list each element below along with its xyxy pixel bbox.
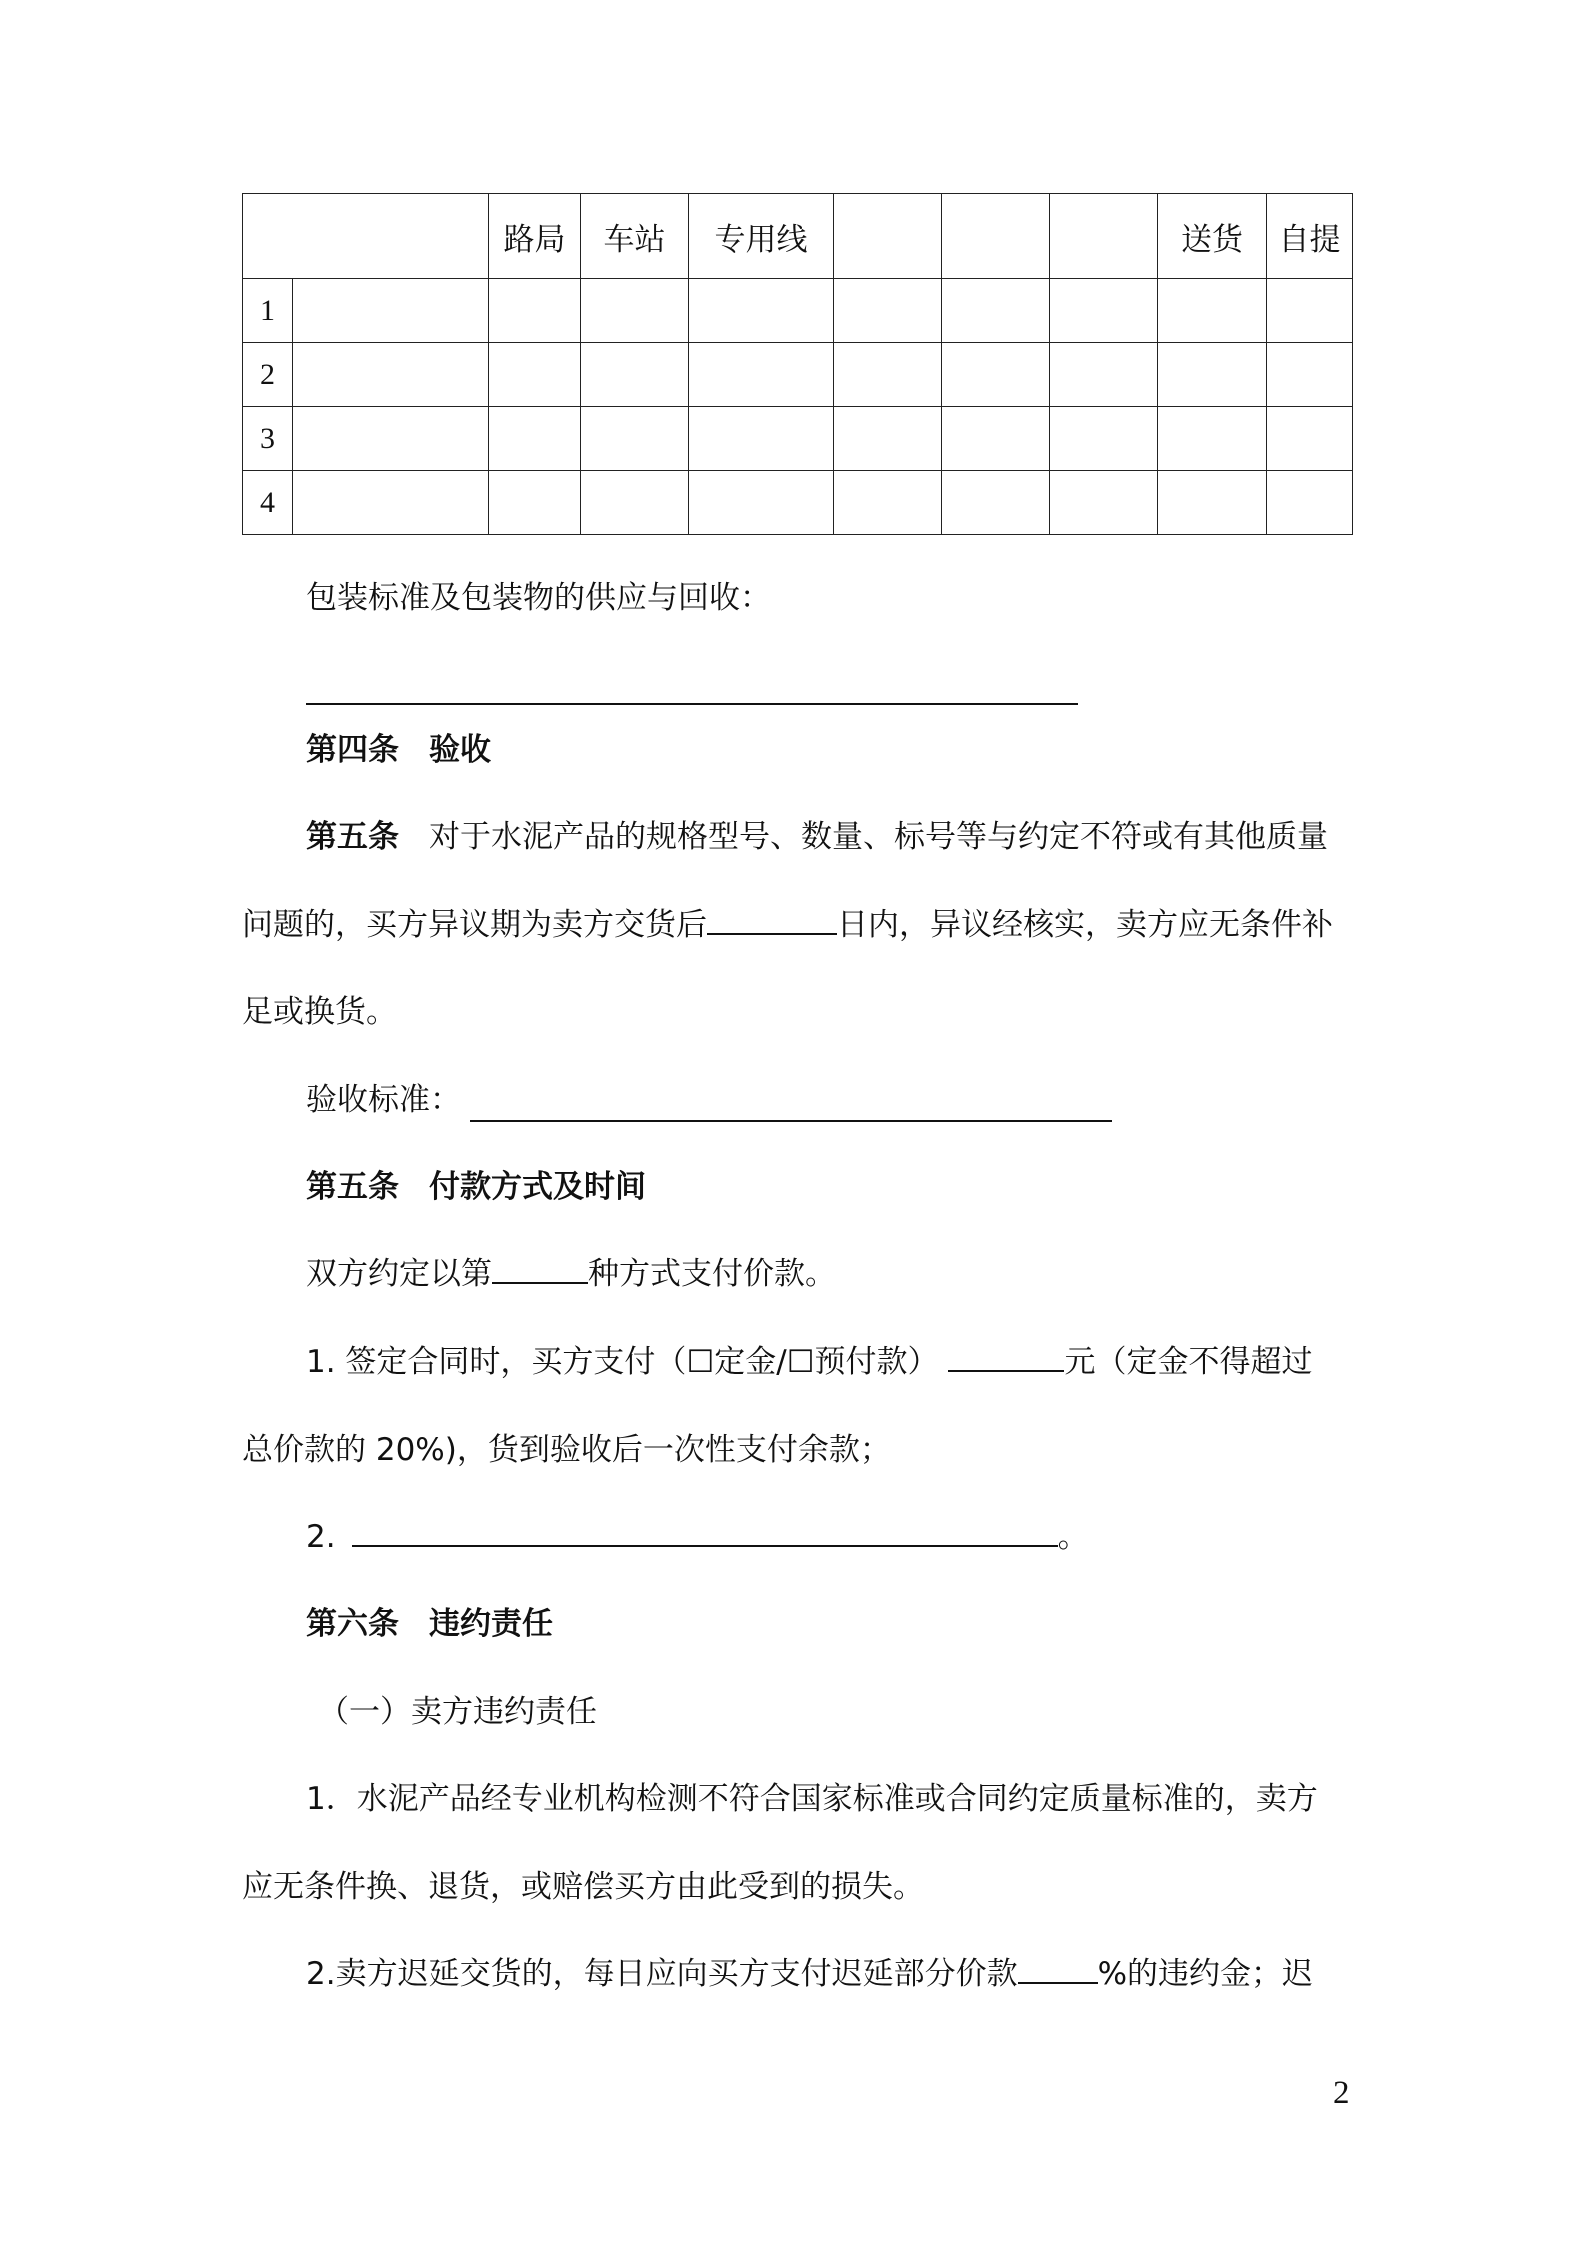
payment-item-1: 1. 签定合同时，买方支付（☐定金/☐预付款） 元（定金不得超过 [306, 1344, 1313, 1380]
payment-method-line: 双方约定以第 种方式支付价款。 [306, 1256, 836, 1292]
article-4-heading [306, 730, 491, 770]
table-header-cell [834, 194, 942, 279]
table-header-blank [243, 194, 489, 279]
penalty-percent-blank[interactable] [1018, 1954, 1098, 1984]
packaging-fill-line [306, 703, 1078, 705]
table-header-cell [1050, 194, 1158, 279]
row-number: 4 [243, 471, 293, 535]
seller-liability-heading: （一）卖方违约责任 [318, 1694, 597, 1730]
row-number: 3 [243, 407, 293, 471]
table-header-cell: 车站 [581, 194, 689, 279]
payment-method-blank[interactable] [492, 1254, 588, 1284]
article-6-heading [306, 1604, 553, 1644]
payment-item-1-cont: 总价款的 20%)，货到验收后一次性支付余款； [242, 1432, 891, 1468]
seller-item-1-cont: 应无条件换、退货，或赔偿买方由此受到的损失。 [242, 1869, 924, 1905]
table-header-cell: 专用线 [689, 194, 834, 279]
packaging-label: 包装标准及包装物的供应与回收： [306, 580, 771, 616]
seller-item-2: 2.卖方迟延交货的，每日应向买方支付迟延部分价款 %的违约金；迟 [306, 1956, 1314, 1992]
prepay-checkbox[interactable]: ☐ [786, 1344, 815, 1380]
article-number: 第五条 [306, 1169, 399, 1205]
seller-item-1: 1．水泥产品经专业机构检测不符合国家标准或合同约定质量标准的，卖方 [306, 1781, 1318, 1817]
acceptance-standard-line [306, 1080, 461, 1120]
table-header-cell: 自提 [1267, 194, 1353, 279]
article-5-line-1 [306, 817, 1328, 857]
table-header-cell: 路局 [489, 194, 581, 279]
delivery-table [242, 193, 1353, 535]
article-5-line-2: 问题的，买方异议期为卖方交货后 日内，异议经核实，卖方应无条件补 [242, 907, 1333, 943]
table-row [243, 407, 1353, 471]
acceptance-label: 验收标准： [306, 1082, 461, 1118]
article-number: 第四条 [306, 732, 399, 768]
page-number: 2 [1333, 2075, 1350, 2111]
table-row [243, 343, 1353, 407]
deposit-checkbox[interactable]: ☐ [686, 1344, 715, 1380]
article-title: 验收 [429, 732, 491, 768]
article-title: 付款方式及时间 [429, 1169, 646, 1205]
article-title: 违约责任 [429, 1606, 553, 1642]
article-number: 第五条 [306, 819, 399, 855]
payment-item-2-blank[interactable] [352, 1517, 1058, 1547]
row-number: 1 [243, 279, 293, 343]
amount-blank[interactable] [948, 1342, 1064, 1372]
table-row [243, 279, 1353, 343]
article-5b-heading [306, 1167, 646, 1207]
objection-days-blank[interactable] [707, 905, 837, 935]
acceptance-fill-line[interactable] [470, 1120, 1112, 1122]
table-row [243, 471, 1353, 535]
article-5-line-3: 足或换货。 [242, 994, 397, 1030]
table-header-row [243, 194, 1353, 279]
article-text: 对于水泥产品的规格型号、数量、标号等与约定不符或有其他质量 [429, 819, 1328, 855]
article-number: 第六条 [306, 1606, 399, 1642]
table-header-cell: 送货 [1158, 194, 1267, 279]
table-header-cell [942, 194, 1050, 279]
row-number: 2 [243, 343, 293, 407]
payment-item-2: 2. 。 [306, 1519, 1089, 1555]
